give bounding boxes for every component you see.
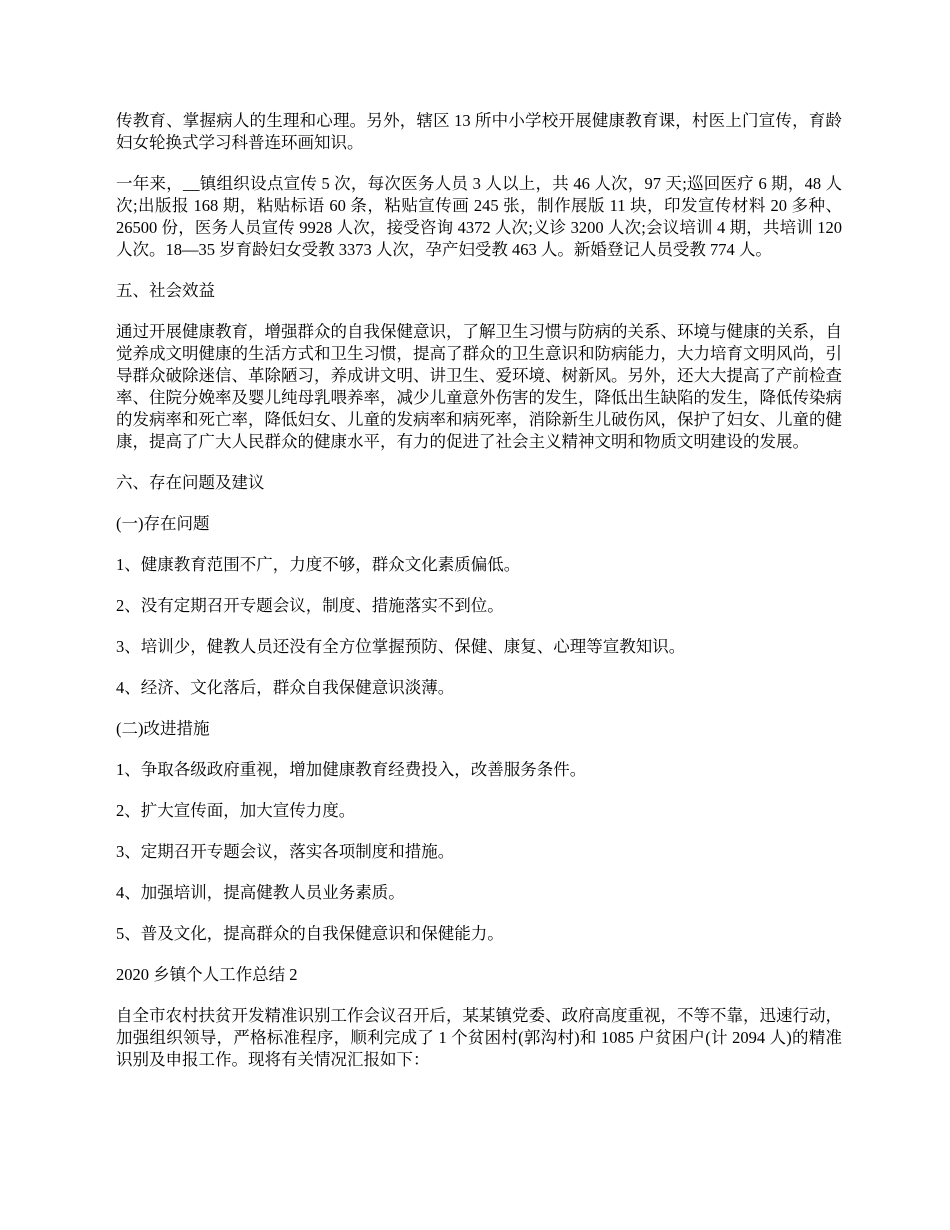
measure-item-5: 5、普及文化，提高群众的自我保健意识和保健能力。 — [116, 924, 504, 943]
measure-item-3: 3、定期召开专题会议，落实各项制度和措施。 — [116, 842, 455, 861]
paragraph-social-benefits: 通过开展健康教育，增强群众的自我保健意识，了解卫生习惯与防病的关系、环境与健康的关系，自觉养成文明健康的生活方式和卫生习惯，提高了群众的卫生意识和防病能力，大力培育文明风尚，引导群众破除迷信、革除陋习，养成讲文明、讲卫生、爱环境、树新风。另外，还大大提高了产前检查率、住院分娩率及婴儿纯母乳喂养率，减少儿童意外伤害的发生，降低出生缺陷的发生，降低传染病的发病率和死亡率，降低妇女、儿童的发病率和病死率，消除新生儿破伤风，保护了妇女、儿童的健康，提高了广大人民群众的健康水平，有力的促进了社会主义精神文明和物质文明建设的发展。 — [116, 322, 842, 451]
subheading-improvement-measures: (二)改进措施 — [116, 719, 210, 738]
problem-item-2: 2、没有定期召开专题会议，制度、措施落实不到位。 — [116, 596, 504, 615]
measure-item-2: 2、扩大宣传面，加大宣传力度。 — [116, 801, 356, 820]
section-heading-problems-suggestions: 六、存在问题及建议 — [116, 473, 265, 492]
paragraph-annual-statistics: 一年来，__镇组织设点宣传 5 次，每次医务人员 3 人以上，共 46 人次，97 天;巡回医疗 6 期，48 人次;出版报 168 期，粘贴标语 60 条，粘贴宣传画 245 张，制作展版 11 块，印发宣传材料 20 多种、26500 份，医务人员宣传 9928 人次，接受咨询 4372 人次;义诊 3200 人次;会议培训 4 期，共培训 120 人次。18—35 岁育龄妇女受教 3373 人次，孕产妇受教 463 人。新婚登记人员受教 774 人。 — [116, 174, 842, 259]
problem-item-1: 1、健康教育范围不广，力度不够，群众文化素质偏低。 — [116, 555, 521, 574]
measure-item-4: 4、加强培训，提高健教人员业务素质。 — [116, 883, 405, 902]
section-heading-social-benefits: 五、社会效益 — [116, 281, 215, 300]
document-section-title-2: 2020 乡镇个人工作总结 2 — [116, 965, 298, 984]
paragraph-poverty-alleviation-intro: 自全市农村扶贫开发精准识别工作会议召开后，某某镇党委、政府高度重视，不等不靠，迅速行动，加强组织领导，严格标准程序，顺利完成了 1 个贫困村(郭沟村)和 1085 户贫困户(计 2094 人)的精准识别及申报工作。现将有关情况汇报如下： — [116, 1006, 842, 1069]
subheading-existing-problems: (一)存在问题 — [116, 514, 210, 533]
paragraph-intro-continuation: 传教育、掌握病人的生理和心理。另外，辖区 13 所中小学校开展健康教育课，村医上门宣传，育龄妇女轮换式学习科普连环画知识。 — [116, 111, 842, 152]
document-body — [116, 110, 842, 1090]
problem-item-4: 4、经济、文化落后，群众自我保健意识淡薄。 — [116, 678, 455, 697]
problem-item-3: 3、培训少，健教人员还没有全方位掌握预防、保健、康复、心理等宣教知识。 — [116, 637, 686, 656]
measure-item-1: 1、争取各级政府重视，增加健康教育经费投入，改善服务条件。 — [116, 760, 587, 779]
